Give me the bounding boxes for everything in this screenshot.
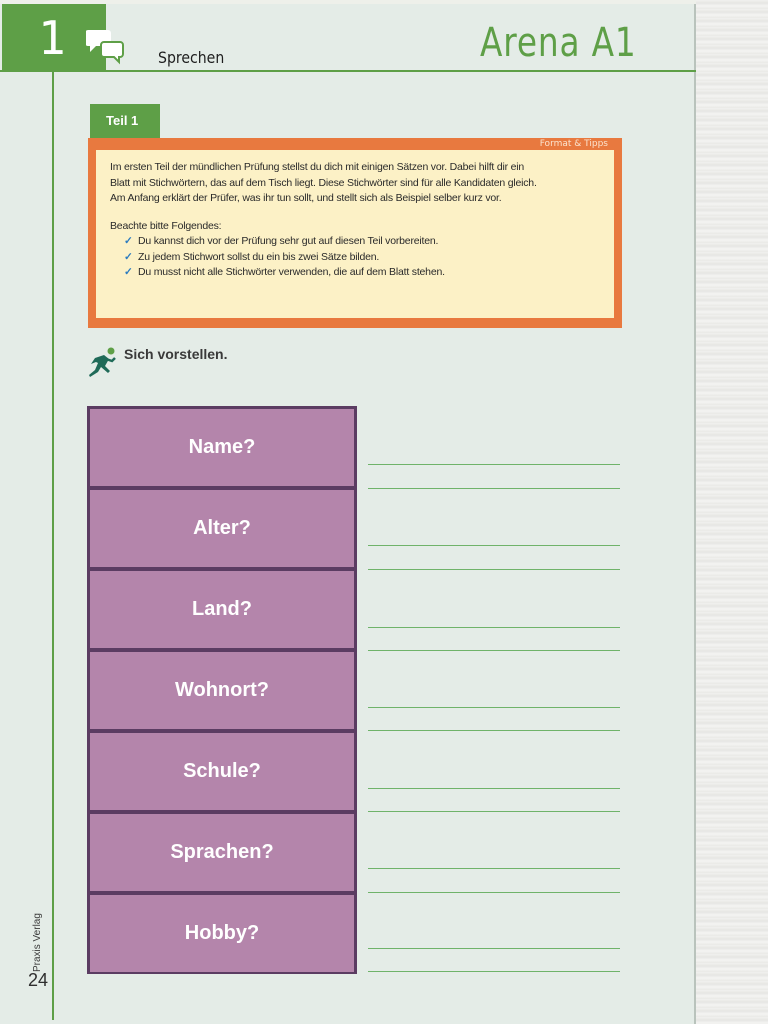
instruction-line: Am Anfang erklärt der Prüfer, was ihr tun sollt, und stellt sich als Beispiel selber kurz vor. [110,192,502,204]
scan-margin [696,0,768,1024]
keyword-card: Wohnort? [90,652,354,729]
answer-line[interactable] [368,569,620,570]
answer-line[interactable] [368,868,620,869]
answer-line[interactable] [368,892,620,893]
answer-line[interactable] [368,488,620,489]
brand-title: Arena A1 [480,20,637,66]
keyword-card: Sprachen? [90,814,354,891]
keyword-card: Alter? [90,490,354,567]
page-number: 24 [28,970,49,990]
tip-item: ✓ Du musst nicht alle Stichwörter verwenden, die auf dem Blatt stehen. [124,265,602,281]
answer-line[interactable] [368,545,620,546]
answer-line[interactable] [368,464,620,465]
answer-line[interactable] [368,650,620,651]
keyword-card: Hobby? [90,895,354,972]
speech-bubbles-icon [86,26,126,66]
format-tips-label: Format & Tipps [539,139,608,149]
format-tips-box [88,138,622,328]
check-icon: ✓ [124,266,133,278]
answer-line[interactable] [368,707,620,708]
activity-title: Sich vorstellen. [124,346,228,362]
tip-item: ✓ Zu jedem Stichwort sollst du ein bis zwei Sätze bilden. [124,250,602,266]
format-tips-content [96,150,614,318]
tips-list [110,234,602,281]
teil-tab: Teil 1 [90,104,160,138]
header-rule [0,70,696,72]
instruction-line: Blatt mit Stichwörtern, das auf dem Tisch liegt. Diese Stichwörter sind für alle Kandidaten gleich. [110,176,537,189]
keyword-cards [87,406,357,974]
margin-rule [52,72,54,1020]
answer-line[interactable] [368,730,620,731]
keyword-card: Schule? [90,733,354,810]
tip-item: ✓ Du kannst dich vor der Prüfung sehr gut auf diesen Teil vorbereiten. [124,234,602,250]
keyword-card: Land? [90,571,354,648]
keyword-card: Name? [90,409,354,486]
check-icon: ✓ [124,250,133,263]
running-person-icon [86,346,120,380]
answer-line[interactable] [368,627,620,628]
tips-heading: Beachte bitte Folgendes: [110,219,222,232]
instruction-line: Im ersten Teil der mündlichen Prüfung stellst du dich mit einigen Sätzen vor. Dabei hilft dir ein [110,161,525,173]
answer-line[interactable] [368,788,620,789]
chapter-number: 1 [38,11,66,65]
section-title: Sprechen [158,48,225,67]
answer-line[interactable] [368,971,620,972]
check-icon: ✓ [124,235,133,247]
answer-line[interactable] [368,811,620,812]
answer-line[interactable] [368,948,620,949]
